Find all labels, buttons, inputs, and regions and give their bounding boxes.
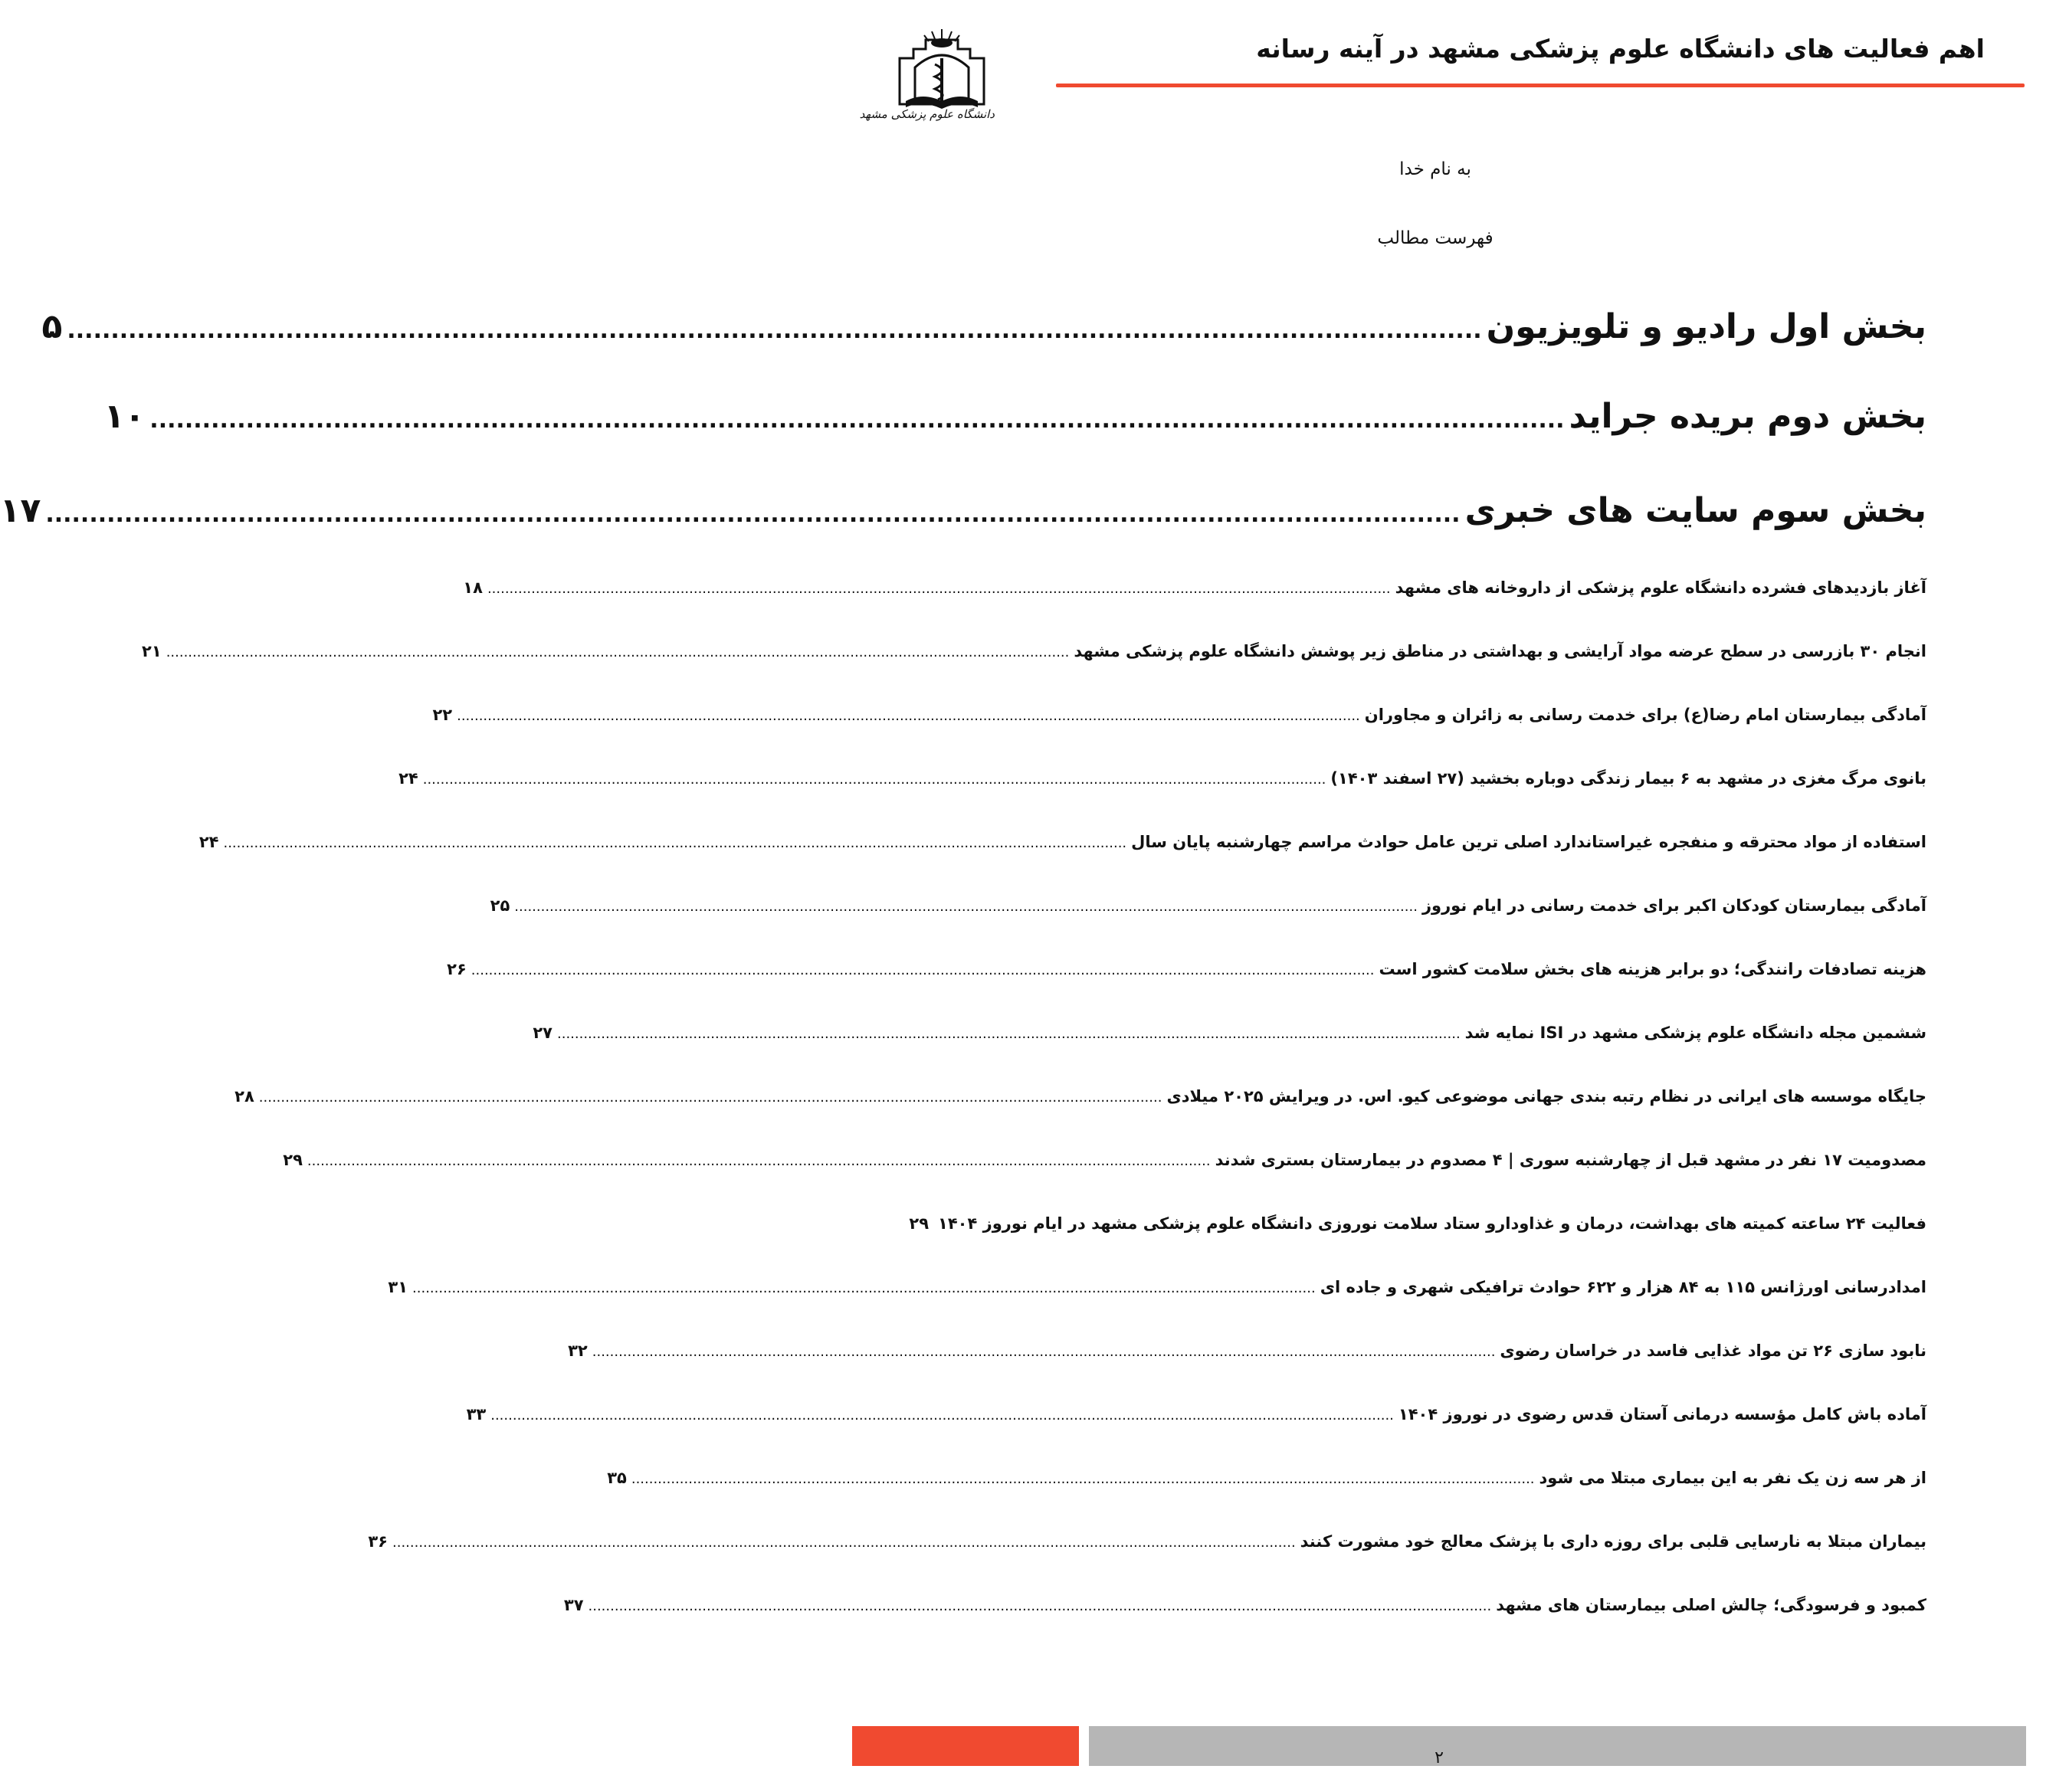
toc-entry[interactable] bbox=[563, 1588, 1926, 1614]
toc-leader-dots: .............................................................................................................................................................................................................. bbox=[307, 1153, 1211, 1169]
toc-leader-dots: .............................................................................................................................................................................................................. bbox=[487, 581, 1391, 597]
toc-entry-page: ۲۹ bbox=[909, 1214, 930, 1233]
toc-entry-page: ۲۱ bbox=[142, 642, 162, 660]
toc-entry-page: ۲۴ bbox=[398, 769, 418, 788]
toc-entry[interactable] bbox=[432, 698, 1926, 724]
toc-section-page: ۱۰ bbox=[103, 397, 146, 436]
toc-leader-dots: .............................................................................................................................................................................................................. bbox=[412, 1280, 1316, 1296]
page-number: ۲ bbox=[1435, 1748, 1444, 1767]
toc-entry-page: ۲۸ bbox=[234, 1087, 254, 1106]
toc-entry-title: فعالیت ۲۴ ساعته کمیته های بهداشت، درمان و غذاودارو ستاد سلامت نوروزی دانشگاه علوم پزشکی مشهد در ایام نوروز ۱۴۰۴ bbox=[938, 1214, 1926, 1233]
toc-section-page: ۵ bbox=[41, 307, 63, 346]
toc-entry[interactable] bbox=[447, 952, 1926, 978]
toc-entry[interactable] bbox=[398, 762, 1926, 788]
toc-leader-dots: .................................................................................................................................................................. bbox=[67, 317, 1482, 344]
toc-entry-page: ۲۲ bbox=[432, 706, 453, 724]
toc-entry-page: ۱۸ bbox=[463, 578, 483, 597]
toc-leader-dots: .................................................................................................................................................................. bbox=[149, 407, 1565, 434]
toc-section-title: بخش دوم بریده جراید bbox=[1569, 397, 1926, 436]
toc-heading: فهرست مطالب bbox=[1377, 228, 1494, 248]
footer-orange-bar bbox=[852, 1726, 1079, 1766]
toc-leader-dots: .............................................................................................................................................................................................................. bbox=[631, 1471, 1535, 1487]
university-logo-caption: دانشگاه علوم پزشکی مشهد bbox=[859, 107, 995, 121]
toc-entry-title: انجام ۳۰ بازرسی در سطح عرضه مواد آرایشی و بهداشتی در مناطق زیر پوشش دانشگاه علوم پزشکی مشهد bbox=[1074, 642, 1926, 660]
toc-leader-dots: .............................................................................................................................................................................................................. bbox=[490, 1407, 1394, 1423]
toc-entry-title: آمادگی بیمارستان امام رضا(ع) برای خدمت رسانی به زائران و مجاوران bbox=[1364, 706, 1926, 724]
document-header-title: اهم فعالیت های دانشگاه علوم پزشکی مشهد در آینه رسانه bbox=[1256, 34, 1985, 64]
toc-leader-dots: .............................................................................................................................................................................................................. bbox=[392, 1535, 1296, 1551]
toc-leader-dots: .............................................................................................................................................................................................................. bbox=[422, 772, 1326, 788]
toc-entry-title: نابود سازی ۲۶ تن مواد غذایی فاسد در خراسان رضوی bbox=[1500, 1342, 1926, 1360]
toc-entry-page: ۳۷ bbox=[563, 1596, 584, 1614]
toc-entry-title: آمادگی بیمارستان کودکان اکبر برای خدمت رسانی در ایام نوروز bbox=[1421, 896, 1926, 915]
toc-entry-title: بانوی مرگ مغزی در مشهد به ۶ بیمار زندگی دوباره بخشید (۲۷ اسفند ۱۴۰۳) bbox=[1330, 769, 1926, 788]
toc-section[interactable] bbox=[103, 387, 1926, 436]
toc-leader-dots: .............................................................................................................................................................................................................. bbox=[592, 1344, 1496, 1360]
toc-entry[interactable] bbox=[388, 1270, 1926, 1296]
toc-entry[interactable] bbox=[142, 634, 1926, 660]
toc-entry-title: از هر سه زن یک نفر به این بیماری مبتلا می شود bbox=[1539, 1469, 1926, 1487]
toc-leader-dots: .............................................................................................................................................................................................................. bbox=[557, 1026, 1461, 1042]
toc-entry-title: آغاز بازدیدهای فشرده دانشگاه علوم پزشکی از داروخانه های مشهد bbox=[1395, 578, 1926, 597]
toc-entry-title: هزینه تصادفات رانندگی؛ دو برابر هزینه های بخش سلامت کشور است bbox=[1379, 960, 1926, 978]
toc-entry-page: ۲۴ bbox=[198, 833, 219, 851]
toc-section[interactable] bbox=[41, 297, 1926, 346]
toc-entry-page: ۳۲ bbox=[568, 1342, 588, 1360]
toc-entry-title: استفاده از مواد محترقه و منفجره غیراستاندارد اصلی ترین عامل حوادث مراسم چهارشنبه پایان سال bbox=[1131, 833, 1926, 851]
toc-entry-title: بیماران مبتلا به نارسایی قلبی برای روزه داری با پزشک معالج خود مشورت کنند bbox=[1300, 1532, 1926, 1551]
toc-section-title: بخش سوم سایت های خبری bbox=[1464, 491, 1926, 530]
toc-entry-page: ۲۷ bbox=[533, 1024, 552, 1042]
toc-entry[interactable] bbox=[466, 1397, 1926, 1423]
toc-section-title: بخش اول رادیو و تلویزیون bbox=[1486, 307, 1926, 346]
toc-entry-title: کمبود و فرسودگی؛ چالش اصلی بیمارستان های مشهد bbox=[1496, 1596, 1926, 1614]
toc-entry[interactable] bbox=[234, 1079, 1926, 1106]
toc-entry[interactable] bbox=[568, 1334, 1926, 1360]
toc-entry[interactable] bbox=[198, 825, 1926, 851]
toc-entry-title: آماده باش کامل مؤسسه درمانی آستان قدس رضوی در نوروز ۱۴۰۴ bbox=[1398, 1405, 1926, 1423]
toc-leader-dots: .............................................................................................................................................................................................................. bbox=[457, 708, 1360, 724]
toc-entry[interactable] bbox=[490, 889, 1926, 915]
toc-entry-page: ۲۶ bbox=[447, 960, 467, 978]
toc-entry-page: ۳۶ bbox=[368, 1532, 388, 1551]
toc-entry-page: ۲۹ bbox=[283, 1151, 303, 1169]
toc-entry[interactable] bbox=[283, 1143, 1926, 1169]
bismillah-line: به نام خدا bbox=[1399, 159, 1471, 179]
toc-leader-dots: .............................................................................................................................................................................................................. bbox=[588, 1598, 1492, 1614]
toc-leader-dots: .............................................................................................................................................................................................................. bbox=[166, 644, 1070, 660]
toc-entry[interactable] bbox=[909, 1207, 1926, 1233]
toc-entry-page: ۳۱ bbox=[388, 1278, 408, 1296]
toc-entry[interactable] bbox=[533, 1016, 1926, 1042]
toc-leader-dots: .............................................................................................................................................................................................................. bbox=[471, 962, 1375, 978]
toc-entry-title: ششمین مجله دانشگاه علوم پزشکی مشهد در ISI نمایه شد bbox=[1464, 1024, 1926, 1042]
footer-grey-bar bbox=[1089, 1726, 2026, 1766]
toc-entry-page: ۲۵ bbox=[490, 896, 510, 915]
toc-leader-dots: .................................................................................................................................................................. bbox=[45, 501, 1461, 528]
toc-section[interactable] bbox=[0, 481, 1926, 530]
toc-entry-title: جایگاه موسسه های ایرانی در نظام رتبه بندی جهانی موضوعی کیو. اس. در ویرایش ۲۰۲۵ میلادی bbox=[1166, 1087, 1926, 1106]
toc-section-page: ۱۷ bbox=[0, 491, 41, 530]
toc-leader-dots: .............................................................................................................................................................................................................. bbox=[223, 835, 1127, 851]
toc-leader-dots: .............................................................................................................................................................................................................. bbox=[514, 899, 1418, 915]
toc-entry-title: امدادرسانی اورژانس ۱۱۵ به ۸۴ هزار و ۶۲۲ حوادث ترافیکی شهری و جاده ای bbox=[1320, 1278, 1926, 1296]
toc-entry[interactable] bbox=[368, 1525, 1926, 1551]
toc-entry-title: مصدومیت ۱۷ نفر در مشهد قبل از چهارشنبه سوری | ۴ مصدوم در بیمارستان بستری شدند bbox=[1215, 1151, 1926, 1169]
toc-entry[interactable] bbox=[607, 1461, 1926, 1487]
toc-entry-page: ۳۳ bbox=[466, 1405, 487, 1423]
toc-leader-dots: .............................................................................................................................................................................................................. bbox=[258, 1089, 1162, 1106]
toc-entry-page: ۳۵ bbox=[607, 1469, 627, 1487]
toc-entry[interactable] bbox=[463, 571, 1926, 597]
